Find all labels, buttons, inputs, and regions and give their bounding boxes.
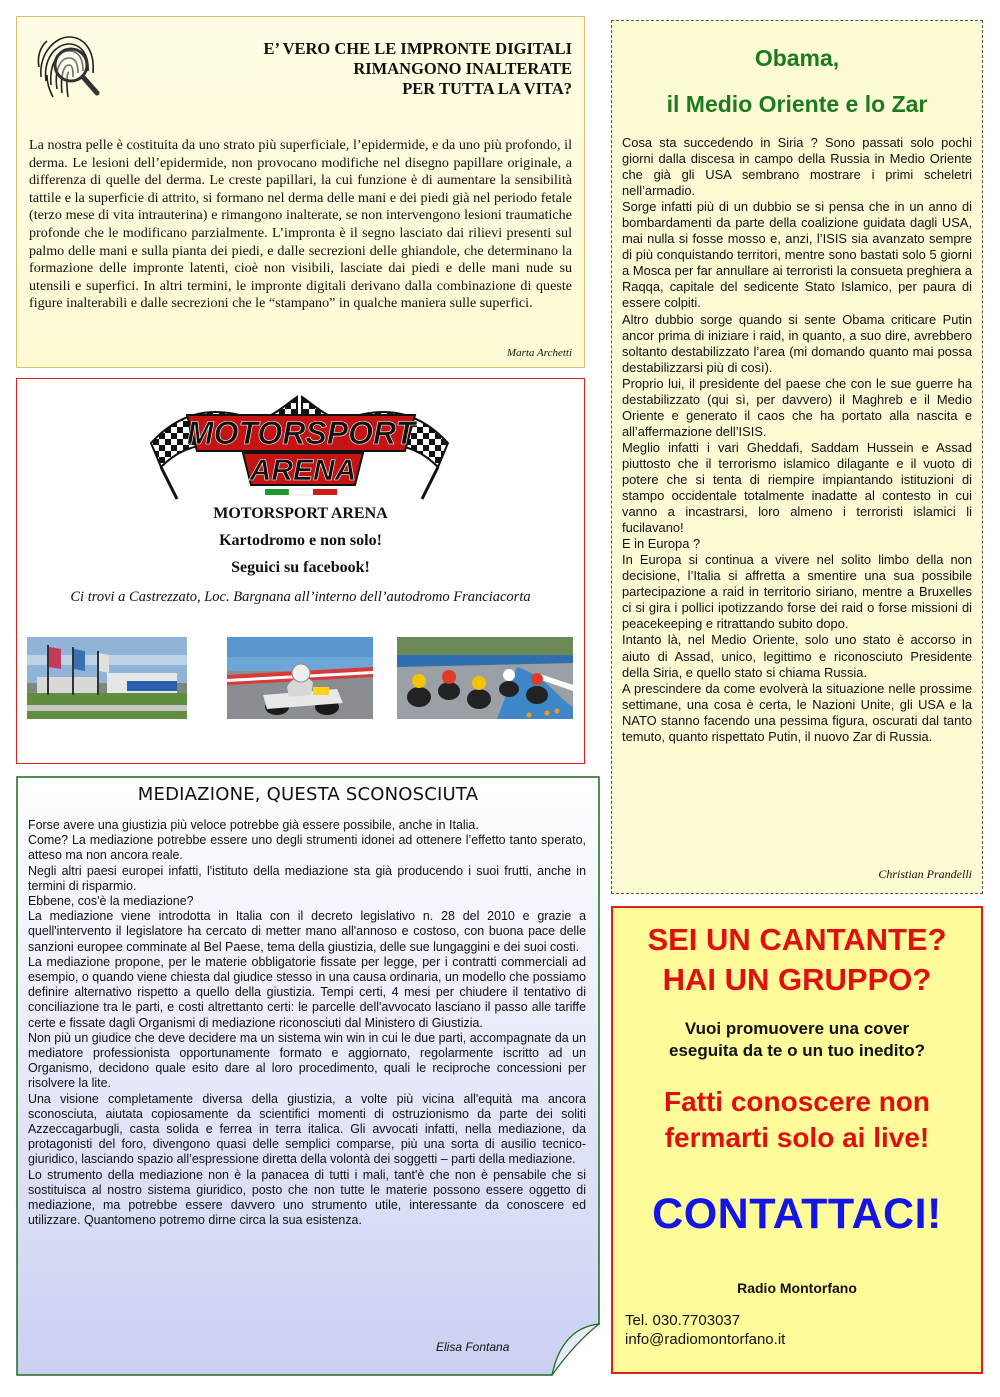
question-line: eseguita da te o un tuo inedito? [669, 1041, 925, 1060]
article-body: La nostra pelle è costituita da uno strato più superficiale, l’epidermide, e da uno più profondo, il derma. Le lesioni dell’epidermide, non provocano modifiche nel disegno papillare originale, a differenza di quelle del derma. Le creste papillari, la cui funzione è di aumentare la sensibilità tattile e la superficie di attrito, si formano nel derma delle mani e dei piedi già nel periodo fetale (terzo mese di vita intrauterina) e rimangono inalterate, se non intervengono lesioni traumatiche profonde che le modificano parzialmente. L’impronta è il segno lasciato dai rilievi presenti sul palmo delle mani e sulla pianta dei piedi, e dalle secrezioni delle ghiandole, che determinano la formazione delle impronte latenti, cioè non visibili, lasciate dai piedi e delle mani nude su utensili e superfici. In altri termini, le impronte digitali derivano dalla combinazione di queste figure inalterabili e dalle secrezioni che le “stampano” in qualche maniera sulle superfici. [29, 137, 572, 312]
location-text: Ci trovi a Castrezzato, Loc. Bargnana all’interno dell’autodromo Franciacorta [70, 589, 531, 605]
paragraph: Forse avere una giustizia più veloce potrebbe già essere possibile, anche in Italia. [28, 818, 479, 832]
radio-name: Radio Montorfano [737, 1280, 857, 1296]
logo-text-motorsport: MOTORSPORT [186, 415, 416, 451]
contact-cta: CONTATTACI! [652, 1190, 942, 1238]
paragraph: A prescindere da come evolverà la situazione nelle prossime settimane, una cosa è certa, le Nazioni Unite, gli USA e la NATO stanno facendo una pessima figura, oscurati dal tanto temuto, quanto rispettato Putin, il nuovo Zar di Russia. [622, 680, 972, 744]
paragraph: La mediazione propone, per le materie obbligatorie fissate per legge, per i contratti commerciali ad esempio, o quando viene chiesta dal giudice stesso in una causa ordinaria, un modello che possiamo definire alternativo rispetto a quello della giustizia. Tempi certi, 4 mesi per chiudere il tentativo di conciliazione tra le parti, e costi altrettanto certi: le parcelle dell'avvocato lasciano il passo alle tariffe certe e fissate dagli Organismi di mediazione riconosciuti dal Ministero di Giustizia. [28, 954, 586, 1030]
article-title: MEDIAZIONE, QUESTA SCONOSCIUTA [137, 784, 479, 805]
title-line: E’ VERO CHE LE IMPRONTE DIGITALI [263, 39, 572, 58]
paragraph: Ebbene, cos'è la mediazione? [28, 894, 194, 909]
article-author: Marta Archetti [506, 347, 572, 359]
title-line: PER TUTTA LA VITA? [402, 79, 572, 98]
paragraph: Lo strumento della mediazione non è la panacea di tutti i mali, tant'è che non è pensabile che si sostituisca al nostro sistema giuridico, posto che non tutte le materie possono essere oggetto di mediazione, ma potrebbe essere davvero uno strumento utile, interessante da conoscere ed utilizzare. Quantomeno potremo dirne circa la sua esistenza. [28, 1167, 586, 1228]
article-title [172, 39, 572, 99]
tagline-kartodromo: Kartodromo e non solo! [219, 532, 382, 549]
headline-line: HAI UN GRUPPO? [662, 962, 932, 997]
paragraph: Proprio lui, il presidente del paese che con le sue guerre ha destabilizzato (qui sì, per davvero) il Maghreb e il Medio Oriente e generato il caos che ha portato alla nascita e all’affermazione dell’ISIS. [622, 375, 972, 439]
kart-photo [227, 637, 373, 719]
radio-ad [611, 906, 983, 1374]
paragraph: Altro dubbio sorge quando si sente Obama criticare Putin ancor prima di iniziare i raid, in quanto, a suo dire, avrebbero soltanto destabilizzato l’area (mi domando quanto mai possa destabilizzarsi più di così). [622, 311, 972, 375]
email-address: info@radiomontorfano.it [625, 1331, 786, 1348]
paragraph: Cosa sta succedendo in Siria ? Sono passati solo pochi giorni dalla discesa in campo della Russia in Medio Oriente che già gli USA sembrano mostrare i primi scheletri nell’armadio. [622, 135, 972, 199]
motorsport-ad [16, 378, 585, 764]
paragraph: Sorge infatti più di un dubbio se si pensa che in un anno di bombardamenti da parte della coalizione guidata dagli USA, mai nulla si fosse mosso e, anzi, l’ISIS sia avanzato sempre di più conquistando territori, mentre sono bastati solo 5 giorni a Mosca per far annullare ai terroristi la consueta preghiera a Raqqa, capitale del sedicente Stato Islamico, per paura di essere colpiti. [622, 199, 972, 311]
paragraph: Una visione completamente diversa della giustizia, a volte più vicina all'equità ma ancora sconosciuta, aiutata copiosamente da scientifici momenti di ostruzionismo da parte dei soliti Azzeccagarbugli, casta solida e ferrea in terra italica. Gli avvocati infatti, nella mediazione, da protagonisti del foro, divengono quasi delle semplici comparse, più una sorta di ausilio tecnico-giuridico, lasciando spazio all’espressione diretta della volontà dei soggetti – parti della mediazione. [28, 1091, 586, 1167]
fingerprint-article [16, 16, 585, 368]
subhead-line: Fatti conoscere non [663, 1086, 931, 1117]
phone-number: Tel. 030.7703037 [625, 1312, 741, 1329]
ad-headline [613, 920, 981, 1000]
paragraph: La mediazione viene introdotta in Italia con il decreto legislativo n. 28 del 2010 e grazie a quell'intervento il legislatore ha cercato di metter mano all'annoso e costoso, con buona pace delle sanzioni europee comminate al Bel Paese, tema della giustizia, delle sue lungaggini e dei suoi costi. [28, 909, 586, 954]
paragraph: E in Europa ? [622, 536, 701, 552]
tagline-facebook: Seguici su facebook! [231, 559, 370, 576]
article-author: Elisa Fontana [436, 1340, 510, 1354]
paragraph: Come? La mediazione potrebbe essere uno degli strumenti idonei ad ottenere l’effetto tanto sperato, atteso ma non ancora reale. [28, 833, 586, 863]
article-body [28, 818, 586, 1228]
logo-text-arena: ARENA [249, 454, 357, 487]
business-name: MOTORSPORT ARENA [213, 505, 388, 522]
minimoto-photo [397, 637, 573, 719]
subhead-line: fermarti solo ai live! [664, 1122, 930, 1153]
paragraph: Non più un giudice che deve decidere ma un sistema win win in cui le due parti, accompagnate da un mediatore professionista opportunamente formato e aggiornato, regolarmente iscritto ad un Organismo, decidono quale esito dare al loro procedimento, quali le reciproche concessioni per risolvere la lite. [28, 1030, 586, 1091]
article-title-line2: il Medio Oriente e lo Zar [666, 91, 928, 117]
paragraph: Negli altri paesi europei infatti, l'istituto della mediazione sta già producendo i suoi frutti, anche in termini di risparmio. [28, 863, 586, 893]
article-body [622, 135, 972, 745]
question-line: Vuoi promuovere una cover [684, 1019, 910, 1038]
title-line: RIMANGONO INALTERATE [353, 59, 572, 78]
circuit-photo [27, 637, 187, 719]
paragraph: Intanto là, nel Medio Oriente, solo uno stato è accorso in aiuto di Assad, unico, legittimo e riconosciuto Presidente della Siria, e quello stato si chiama Russia. [622, 632, 972, 680]
headline-line: SEI UN CANTANTE? [647, 922, 947, 957]
paragraph: In Europa si continua a vivere nel solito limbo della non decisione, l’Italia si affretta a smentire una sua possibile partecipazione a raid in territorio siriano, mentre a Bruxelles ci si gira i pollici ipotizzando forse dei raid o forse missioni di peacekeeping e ritrattando subito dopo. [622, 552, 972, 632]
ad-subhead [613, 1084, 981, 1156]
obama-article [611, 20, 983, 894]
mediazione-article [16, 776, 600, 1376]
ad-question [613, 1018, 981, 1062]
fingerprint-magnifier-icon [31, 27, 103, 105]
article-author: Christian Prandelli [878, 867, 972, 881]
paragraph: Meglio infatti i vari Gheddafi, Saddam Hussein e Assad piuttosto che il terrorismo islamico dilagante e il vuoto di potere che si tenta di riempire impiantando istituzioni di stampo occidentale totalmente inadatte al contesto in cui vanno a incastrarsi, loro almeno i terroristi islamici li fucilavano! [622, 439, 972, 536]
motorsport-arena-logo [147, 385, 452, 509]
article-title-line1: Obama, [754, 45, 840, 71]
